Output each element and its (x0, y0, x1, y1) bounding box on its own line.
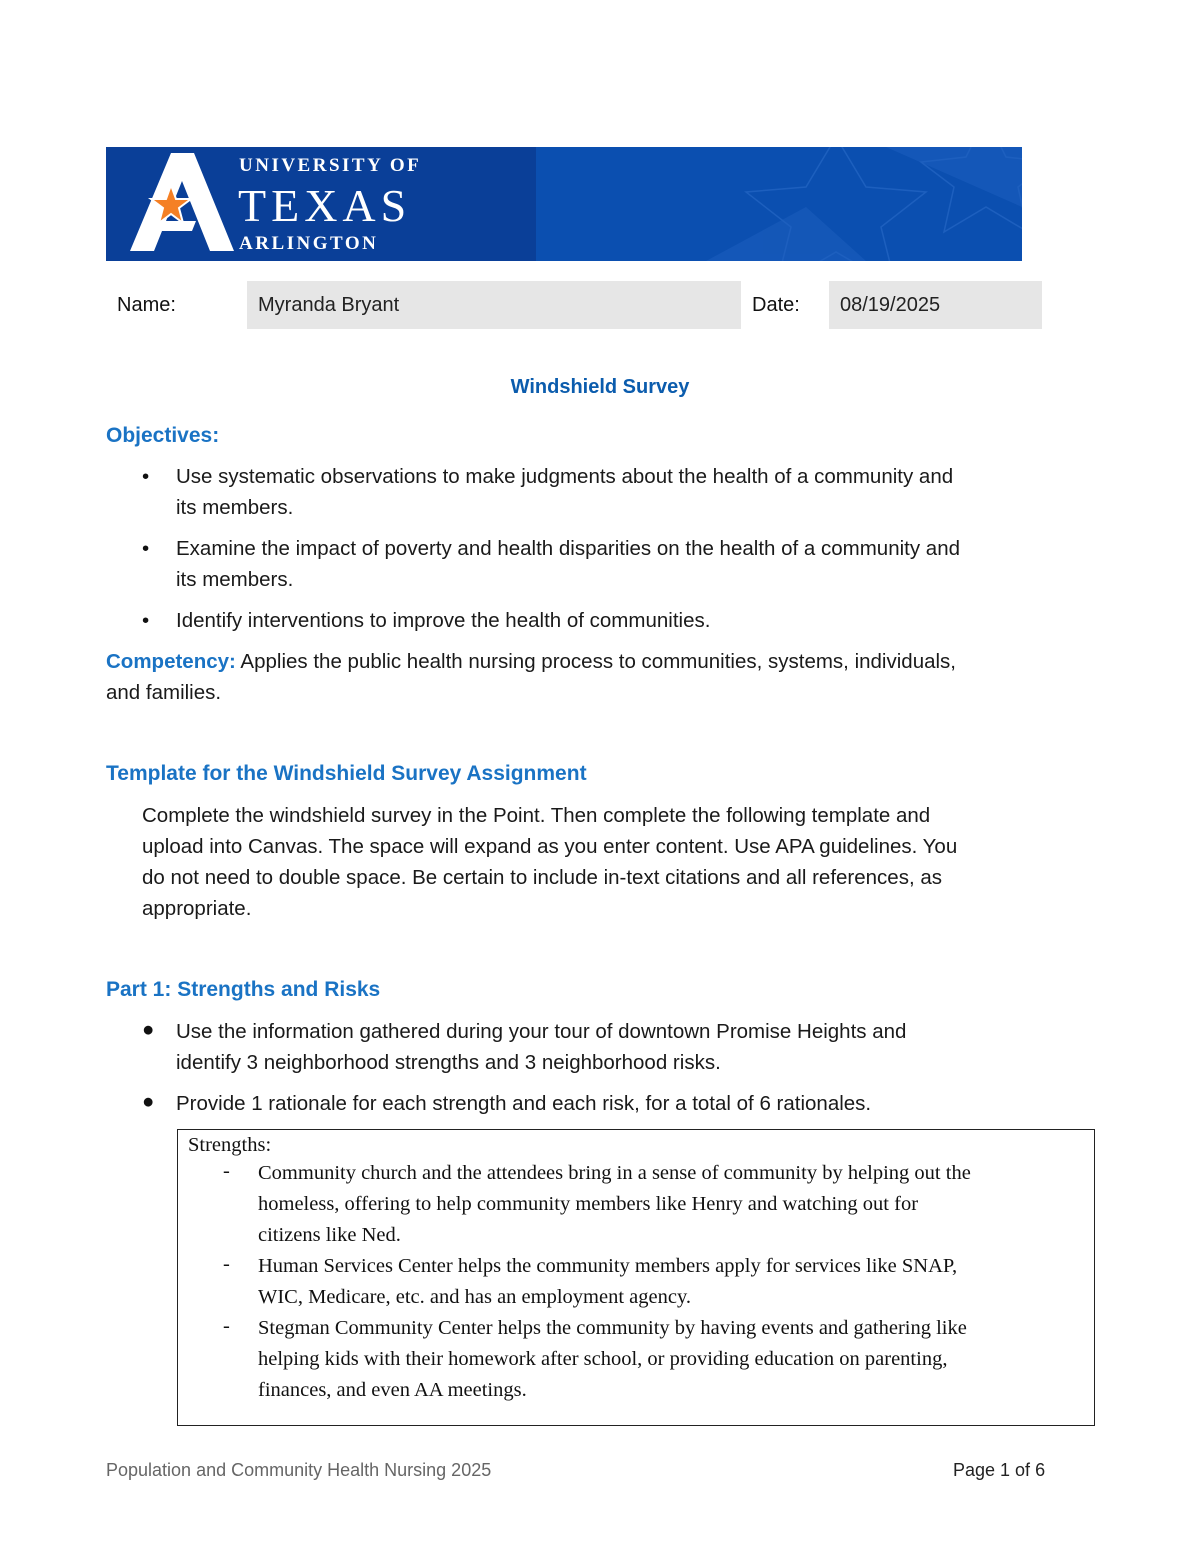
strength-item-1-line2: homeless, offering to help community members like Henry and watching out for (258, 1193, 919, 1215)
objective-item-1 (176, 461, 953, 523)
logo-texas: TEXAS (238, 180, 412, 231)
uta-a-logo-icon (116, 147, 236, 261)
name-field[interactable]: Myranda Bryant (247, 281, 741, 329)
strength-item-3-line3: finances, and even AA meetings. (258, 1379, 527, 1401)
competency-line2: and families. (106, 681, 222, 704)
date-field[interactable]: 08/19/2025 (829, 281, 1042, 329)
objective-item-2-line1: Examine the impact of poverty and health disparities on the health of a community and (176, 537, 961, 560)
objective-item-2-line2: its members. (176, 568, 294, 591)
dash-marker: - (223, 1315, 230, 1337)
strength-item-3-line2: helping kids with their homework after school, or providing education on parenting, (258, 1348, 948, 1370)
name-label: Name: (117, 294, 176, 316)
dash-marker: - (223, 1253, 230, 1275)
bullet-icon: • (142, 465, 150, 488)
objective-item-3-line1: Identify interventions to improve the health of communities. (176, 609, 711, 632)
template-line-4: appropriate. (142, 897, 252, 920)
objective-item-3 (176, 605, 710, 636)
objective-item-1-line2: its members. (176, 496, 294, 519)
template-instructions (142, 800, 957, 924)
logo-arlington: ARLINGTON (239, 233, 379, 254)
competency-line1: Applies the public health nursing process to communities, systems, individuals, (235, 650, 956, 673)
bullet-icon: • (142, 537, 150, 560)
bullet-icon: ● (142, 1090, 155, 1113)
part1-item-1 (176, 1016, 906, 1078)
part1-item-2-line1: Provide 1 rationale for each strength and each risk, for a total of 6 rationales. (176, 1092, 872, 1115)
date-label: Date: (752, 294, 800, 316)
strength-item-1-line3: citizens like Ned. (258, 1224, 401, 1246)
part1-item-1-line1: Use the information gathered during your tour of downtown Promise Heights and (176, 1020, 907, 1043)
objective-item-2 (176, 533, 960, 595)
objective-item-1-line1: Use systematic observations to make judgments about the health of a community and (176, 465, 954, 488)
page-title: Windshield Survey (510, 376, 690, 398)
strength-item-1 (258, 1158, 1088, 1251)
template-line-2: upload into Canvas. The space will expand as you enter content. Use APA guidelines. You (142, 835, 958, 858)
template-line-1: Complete the windshield survey in the Point. Then complete the following template and (142, 804, 931, 827)
dash-marker: - (223, 1160, 230, 1182)
bullet-icon: • (142, 609, 150, 632)
strength-item-3-line1: Stegman Community Center helps the community by having events and gathering like (258, 1317, 967, 1339)
template-heading: Template for the Windshield Survey Assignment (106, 762, 587, 785)
template-line-3: do not need to double space. Be certain to include in-text citations and all references, as (142, 866, 943, 889)
bullet-icon: ● (142, 1018, 155, 1041)
strength-item-2-line2: WIC, Medicare, etc. and has an employment agency. (258, 1286, 691, 1308)
objectives-heading: Objectives: (106, 424, 220, 447)
footer-page-number: Page 1 of 6 (953, 1460, 1046, 1480)
logo-university-of: UNIVERSITY OF (239, 155, 422, 176)
part1-heading: Part 1: Strengths and Risks (106, 978, 381, 1001)
strengths-title: Strengths: (188, 1134, 272, 1156)
competency-paragraph (106, 646, 956, 708)
competency-label: Competency: (106, 650, 236, 673)
strength-item-3 (258, 1313, 1088, 1406)
strength-item-2-line1: Human Services Center helps the community members apply for services like SNAP, (258, 1255, 958, 1277)
strength-item-1-line1: Community church and the attendees bring in a sense of community by helping out the (258, 1162, 971, 1184)
part1-item-2 (176, 1088, 871, 1119)
strengths-text-box[interactable] (177, 1129, 1095, 1426)
university-banner (106, 147, 1022, 261)
strength-item-2 (258, 1251, 1088, 1313)
part1-item-1-line2: identify 3 neighborhood strengths and 3 neighborhood risks. (176, 1051, 721, 1074)
footer-course-title: Population and Community Health Nursing 2025 (106, 1460, 492, 1480)
